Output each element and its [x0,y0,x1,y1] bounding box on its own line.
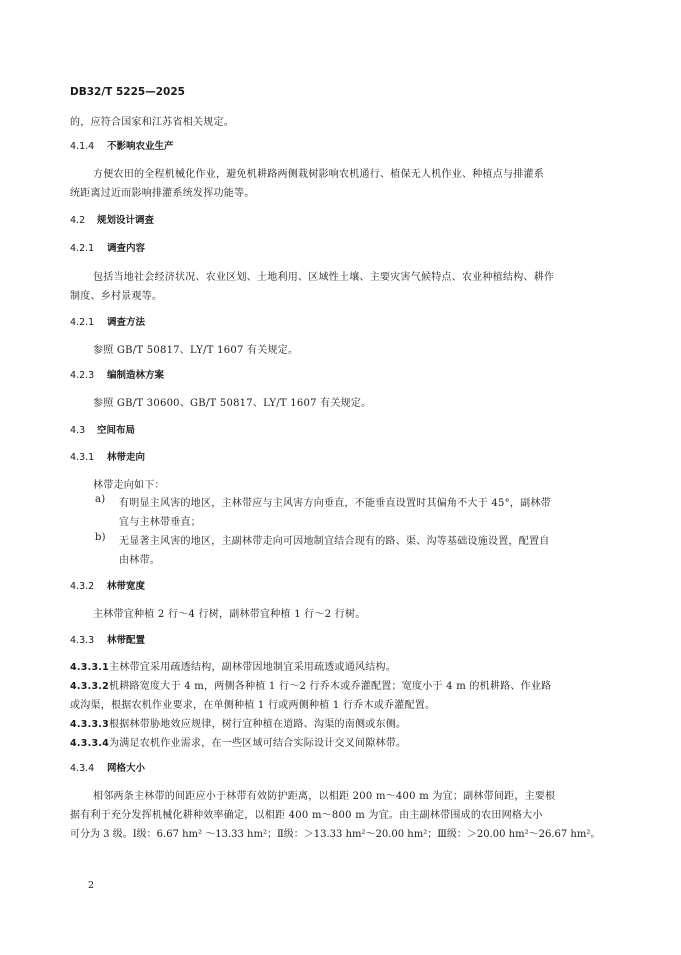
paragraph-line: 制度、乡村景观等。 [70,291,163,302]
clause-4-3-3-4 [70,734,406,749]
paragraph-line: 参照 GB/T 30600、GB/T 50817、LY/T 1607 有关规定。 [93,398,372,409]
paragraph-line: 相邻两条主林带的间距应小于林带有效防护距离，以相距 200 m～400 m 为宜；副林带间距，主要根 [93,791,556,802]
paragraph-line: 林带走向如下： [93,480,165,491]
section-number: 4.1.4 [70,141,95,152]
list-item-line: 由林带。 [119,555,160,566]
section-heading-4-2-1 [70,240,145,254]
clause-4-3-3-1 [70,658,396,673]
section-title: 编制造林方案 [107,370,165,381]
section-title: 网格大小 [107,763,146,774]
section-number: 4.3.2 [70,581,95,592]
paragraph-line: 据有利于充分发挥机械化耕种效率确定，以相距 400 m～800 m 为宜。由主副林带围成的农田网格大小 [70,810,543,821]
clause-text: 为满足农机作业需求，在一些区域可结合实际设计交叉间隙林带。 [109,738,407,749]
section-heading-4-3-3 [70,632,145,646]
section-title: 空间布局 [97,425,136,436]
clause-4-3-3-3 [70,715,406,730]
section-heading-4-3-4 [70,760,145,774]
paragraph-line: 包括当地社会经济状况、农业区划、土地利用、区域性土壤、主要灾害气候特点、农业种植结构、耕作 [93,272,555,283]
section-heading-4-3 [70,422,135,436]
section-number: 4.2 [70,215,86,226]
clause-text: 主林带宜采用疏透结构，副林带因地制宜采用疏透或通风结构。 [109,662,397,673]
section-heading-4-2-3 [70,367,164,381]
section-title: 调查方法 [107,317,146,328]
section-title: 规划设计调查 [97,215,155,226]
section-title: 不影响农业生产 [107,141,174,152]
clause-continuation: 或沟渠，根据农机作业要求，在单侧种植 1 行或两侧种植 1 行乔木或乔灌配置。 [70,700,436,711]
section-number: 4.3.1 [70,452,95,463]
list-label-b: b) [95,532,106,543]
section-number: 4.3.3 [70,635,95,646]
list-item-line: 有明显主风害的地区，主林带应与主风害方向垂直，不能垂直设置时其偏角不大于 45°，副林带 [119,498,551,509]
section-number: 4.2.1 [70,243,95,254]
list-label-a: a) [95,494,106,505]
section-number: 4.2.3 [70,370,95,381]
section-title: 林带走向 [107,452,146,463]
section-heading-4-2-1-b [70,314,145,328]
section-heading-4-3-2 [70,578,145,592]
clause-4-3-3-2 [70,677,551,692]
list-item-line: 宜与主林带垂直； [119,517,201,528]
paragraph-line: 参照 GB/T 50817、LY/T 1607 有关规定。 [93,345,299,356]
standard-code-header: DB32/T 5225—2025 [70,86,185,98]
clause-number: 4.3.3.3 [70,719,110,730]
clause-number: 4.3.3.2 [70,681,110,692]
paragraph-line: 可分为 3 级。Ⅰ级：6.67 hm² ～13.33 hm²；Ⅱ级：＞13.33 hm²～20.00 hm²；Ⅲ级：＞20.00 hm²～26.67 hm²。 [70,829,601,840]
paragraph-line: 统距离过近而影响排灌系统发挥功能等。 [70,188,255,199]
section-number: 4.3.4 [70,763,95,774]
section-title: 林带配置 [107,635,146,646]
section-number: 4.3 [70,425,86,436]
section-heading-4-1-4 [70,138,174,152]
paragraph-line: 主林带宜种植 2 行～4 行树，副林带宜种植 1 行～2 行树。 [93,609,366,620]
clause-number: 4.3.3.1 [70,662,110,673]
section-title: 调查内容 [107,243,146,254]
paragraph-line: 方便农田的全程机械化作业，避免机耕路两侧栽树影响农机通行、植保无人机作业、种植点与排灌系 [93,169,544,180]
clause-text: 机耕路宽度大于 4 m，两侧各种植 1 行～2 行乔木或乔灌配置；宽度小于 4 m 的机耕路、作业路 [109,681,552,692]
section-heading-4-3-1 [70,449,145,463]
clause-text: 根据林带胁地效应规律，树行宜种植在道路、沟渠的南侧或东侧。 [109,719,407,730]
section-heading-4-2 [70,212,154,226]
list-item-line: 无显著主风害的地区，主副林带走向可因地制宜结合现有的路、渠、沟等基础设施设置，配置自 [119,536,550,547]
paragraph-line: 的，应符合国家和江苏省相关规定。 [70,117,234,128]
section-title: 林带宽度 [107,581,146,592]
section-number: 4.2.1 [70,317,95,328]
page-number: 2 [88,880,95,891]
clause-number: 4.3.3.4 [70,738,110,749]
